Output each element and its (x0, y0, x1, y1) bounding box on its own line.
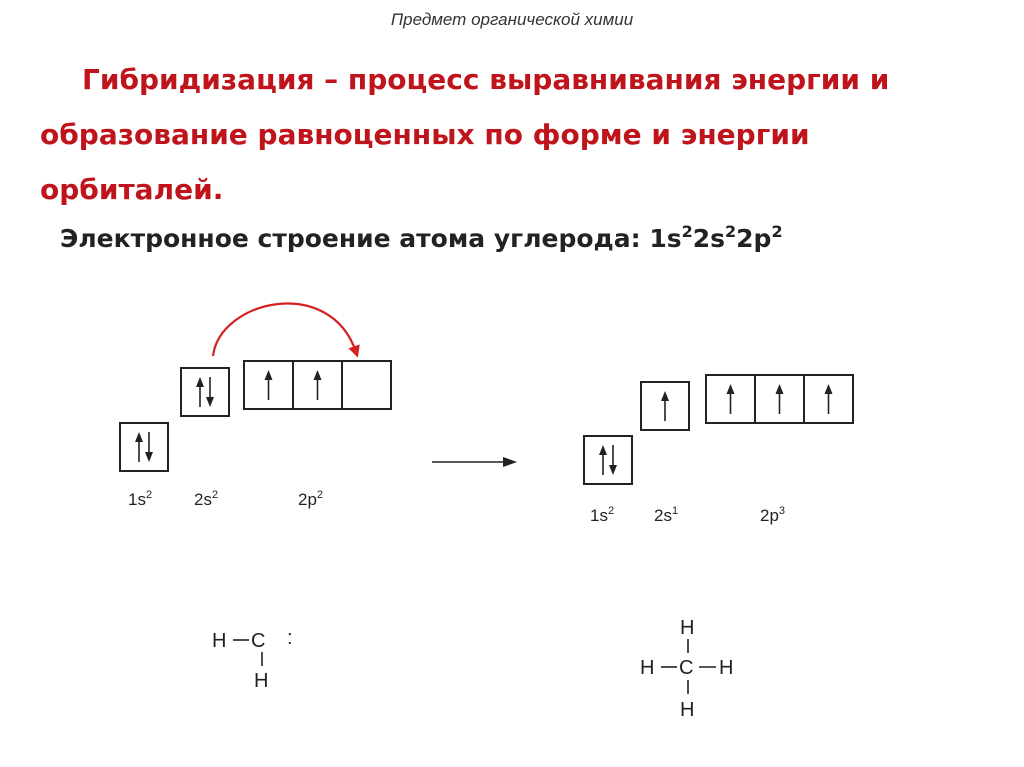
reaction-arrow-icon (432, 457, 517, 467)
label-1s: $1s^2$ (128, 489, 153, 509)
atom-h-left: H (640, 657, 655, 679)
configuration-part: $1s^2$ (649, 222, 693, 253)
hybridization-definition: Гибридизация – процесс выравнивания энергии и образование равноценных по форме и энергии орбиталей. (40, 63, 890, 206)
configuration-part: $2p^2$ (736, 222, 783, 253)
ch4-structure (640, 617, 733, 721)
electron-jump-arrow-icon (213, 304, 356, 356)
atom-h-bottom: H (254, 670, 269, 692)
ground-state-diagram (120, 304, 391, 509)
configuration-part: $2s^2$ (692, 222, 737, 253)
label-2s-excited: $2s^1$ (654, 505, 679, 525)
atom-h-left: H (212, 630, 227, 652)
orbital-box-2p-z (342, 361, 391, 409)
label-2p: $2p^2$ (298, 489, 324, 509)
configuration-prefix: Электронное строение атома углерода: (60, 224, 650, 253)
label-2s: $2s^2$ (194, 489, 219, 509)
ch2-structure (212, 627, 293, 692)
atom-c: C (251, 630, 266, 652)
label-2p-excited: $2p^3$ (760, 505, 786, 525)
excited-state-diagram (584, 375, 853, 525)
orbital-box-1s (120, 423, 168, 471)
orbital-box-1s-excited (584, 436, 632, 484)
label-1s-excited: $1s^2$ (590, 505, 615, 525)
atom-c: C (679, 657, 694, 679)
slide-header: Предмет органической химии (390, 10, 634, 29)
orbital-box-2s (181, 368, 229, 416)
atom-h-top: H (680, 617, 695, 639)
atom-h-right: H (719, 657, 734, 679)
lone-pair: : (287, 627, 293, 649)
atom-h-bottom: H (680, 699, 695, 721)
